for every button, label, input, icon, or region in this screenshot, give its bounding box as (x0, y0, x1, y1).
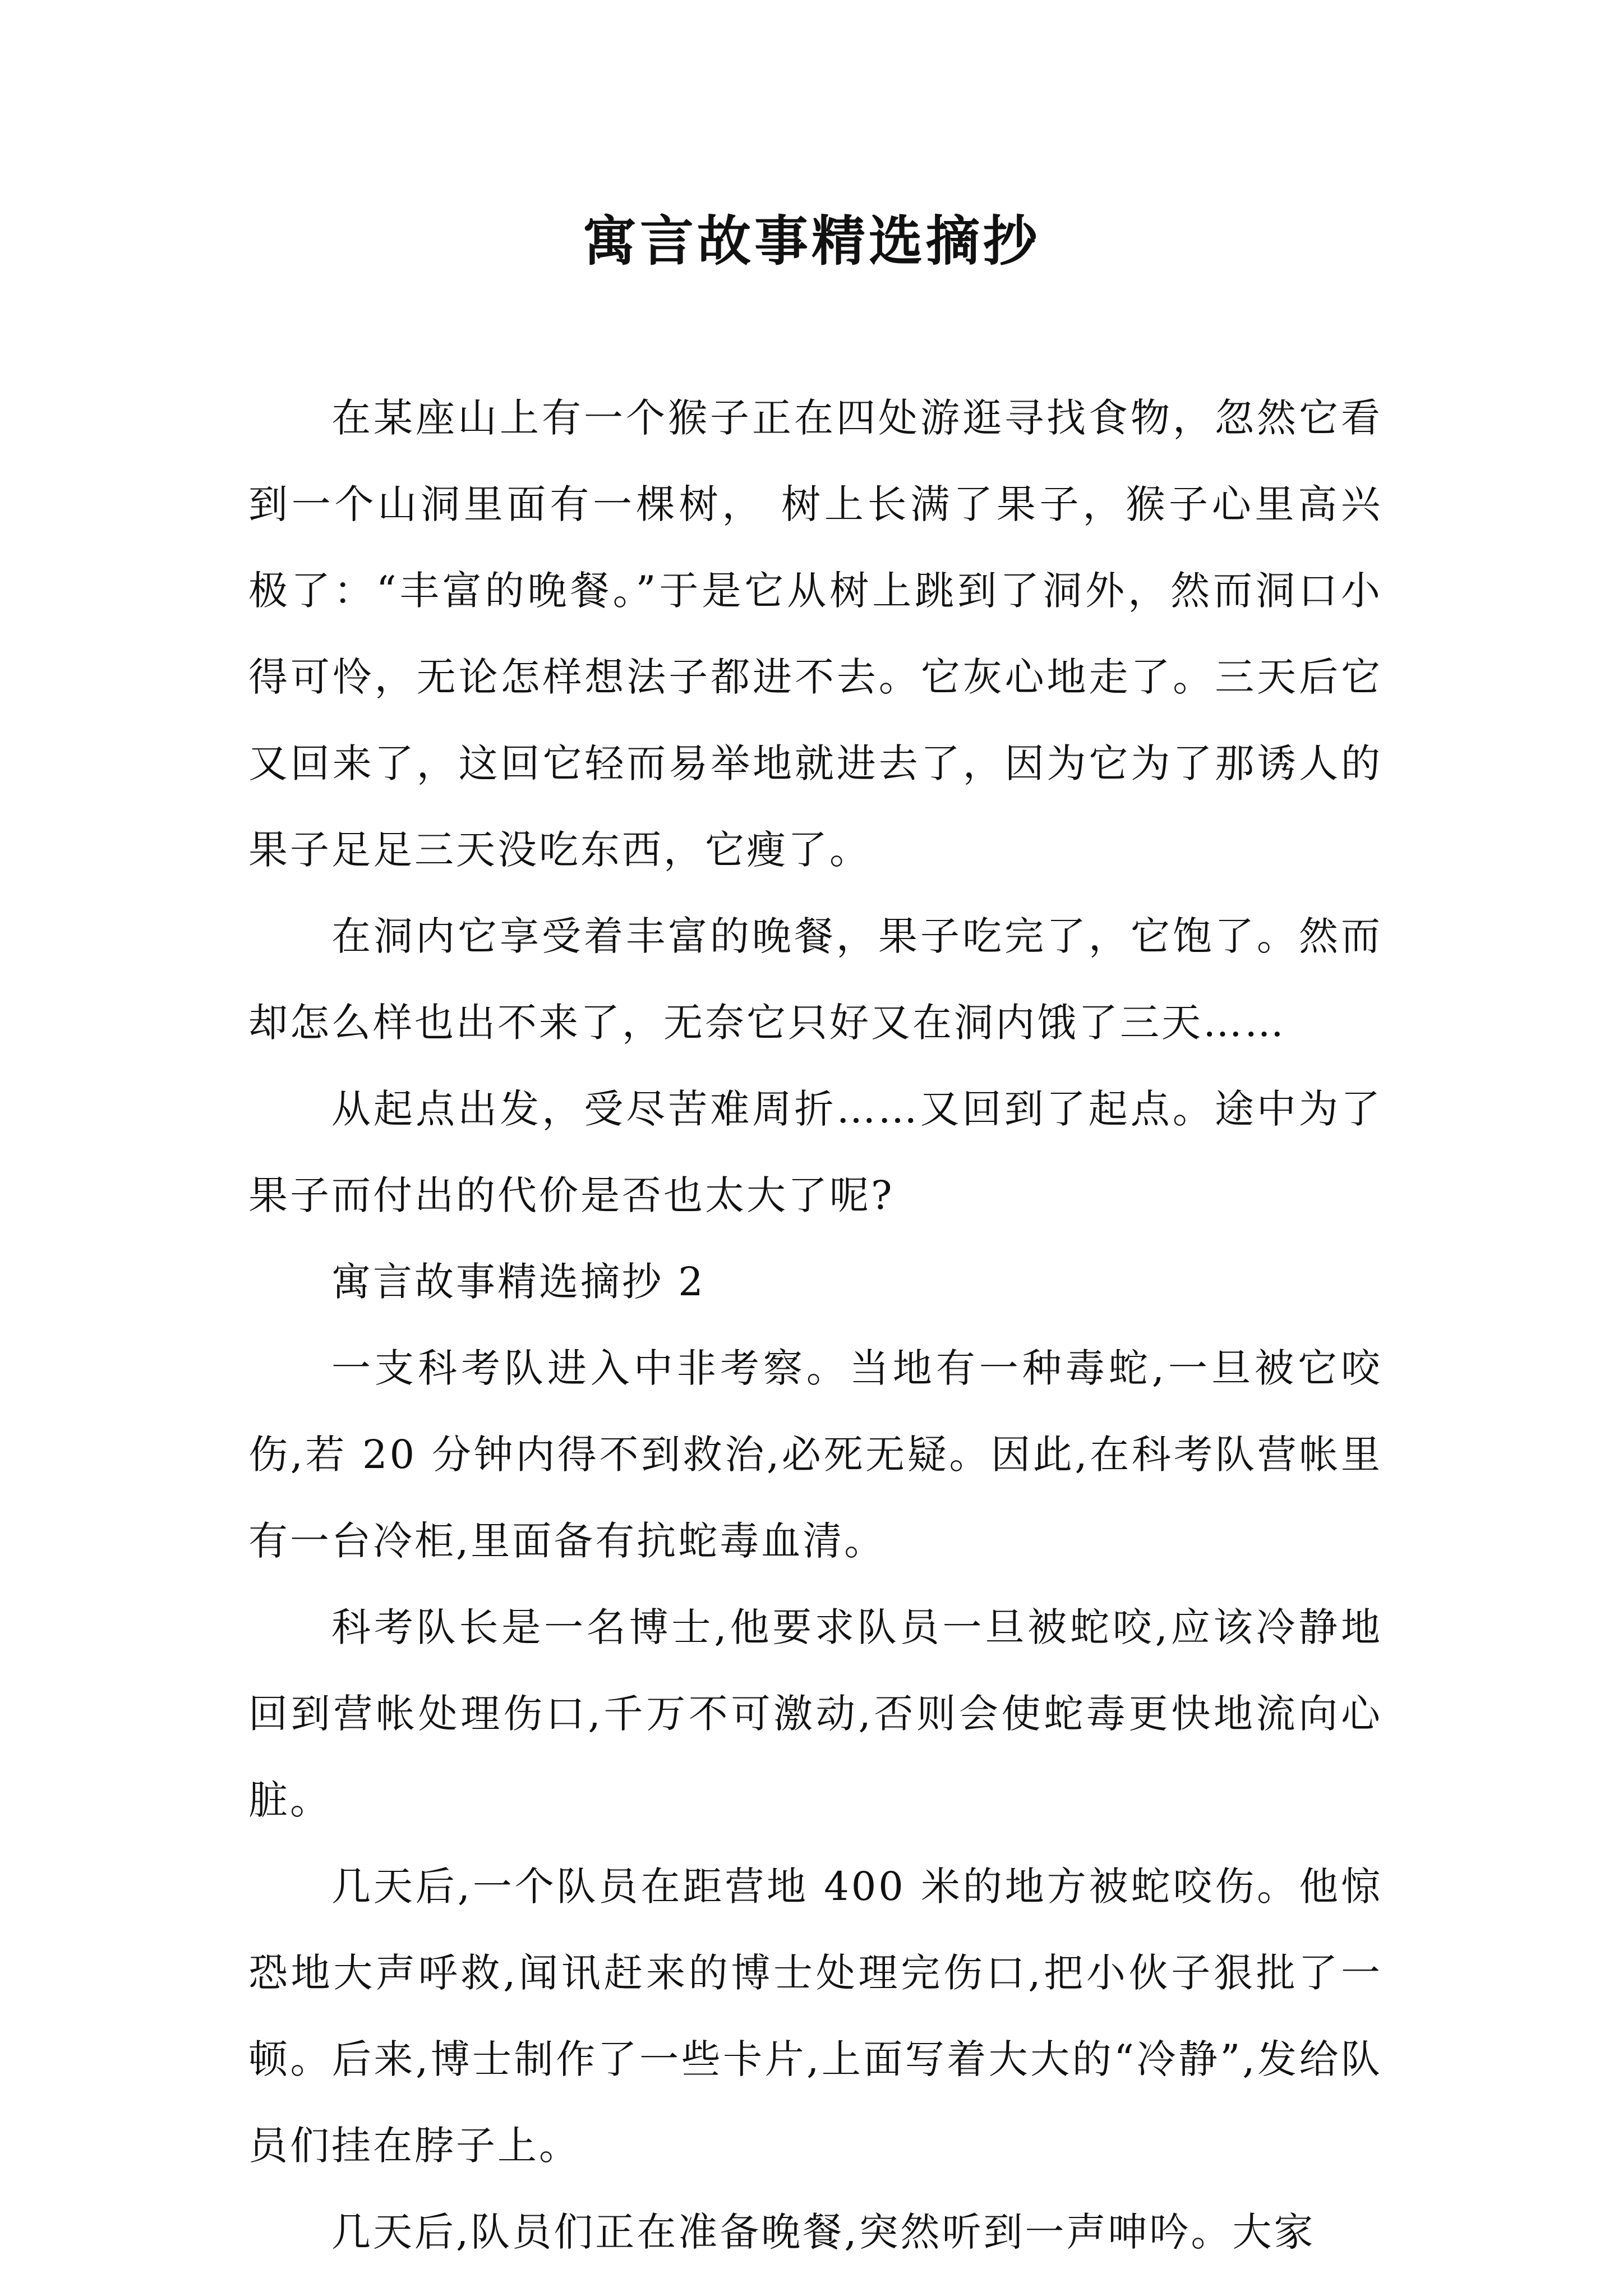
paragraph-3: 从起点出发，受尽苦难周折……又回到了起点。途中为了果子而付出的代价是否也太大了呢? (248, 1086, 1382, 1218)
section-heading-2: 寓言故事精选摘抄 2 (331, 1259, 706, 1305)
document-title: 寓言故事精选摘抄 (583, 209, 1040, 273)
paragraph-5: 科考队长是一名博士,他要求队员一旦被蛇咬,应该冷静地回到营帐处理伤口,千万不可激动,否则会使蛇毒更快地流向心脏。 (248, 1604, 1382, 1823)
paragraph-1: 在某座山上有一个猴子正在四处游逛寻找食物，忽然它看到一个山洞里面有一棵树， 树上长满了果子，猴子心里高兴极了：“丰富的晚餐。”于是它从树上跳到了洞外，然而洞口小得可怜，无论怎样想法子都进不去。它灰心地走了。三天后它又回来了，这回它轻而易举地就进去了，因为它为了那诱人的果子足足三天没吃东西，它瘦了。 (248, 395, 1382, 873)
paragraph-4: 一支科考队进入中非考察。当地有一种毒蛇,一旦被它咬伤,若 20 分钟内得不到救治,必死无疑。因此,在科考队营帐里有一台冷柜,里面备有抗蛇毒血清。 (248, 1345, 1382, 1564)
paragraph-2: 在洞内它享受着丰富的晚餐，果子吃完了，它饱了。然而却怎么样也出不来了，无奈它只好又在洞内饿了三天…… (248, 913, 1382, 1046)
document-body (248, 375, 1382, 2275)
paragraph-7: 几天后,队员们正在准备晚餐,突然听到一声呻吟。大家 (331, 2209, 1316, 2255)
paragraph-6: 几天后,一个队员在距营地 400 米的地方被蛇咬伤。他惊恐地大声呼救,闻讯赶来的博士处理完伤口,把小伙子狠批了一顿。后来,博士制作了一些卡片,上面写着大大的“冷静”,发给队员们挂在脖子上。 (248, 1864, 1382, 2169)
